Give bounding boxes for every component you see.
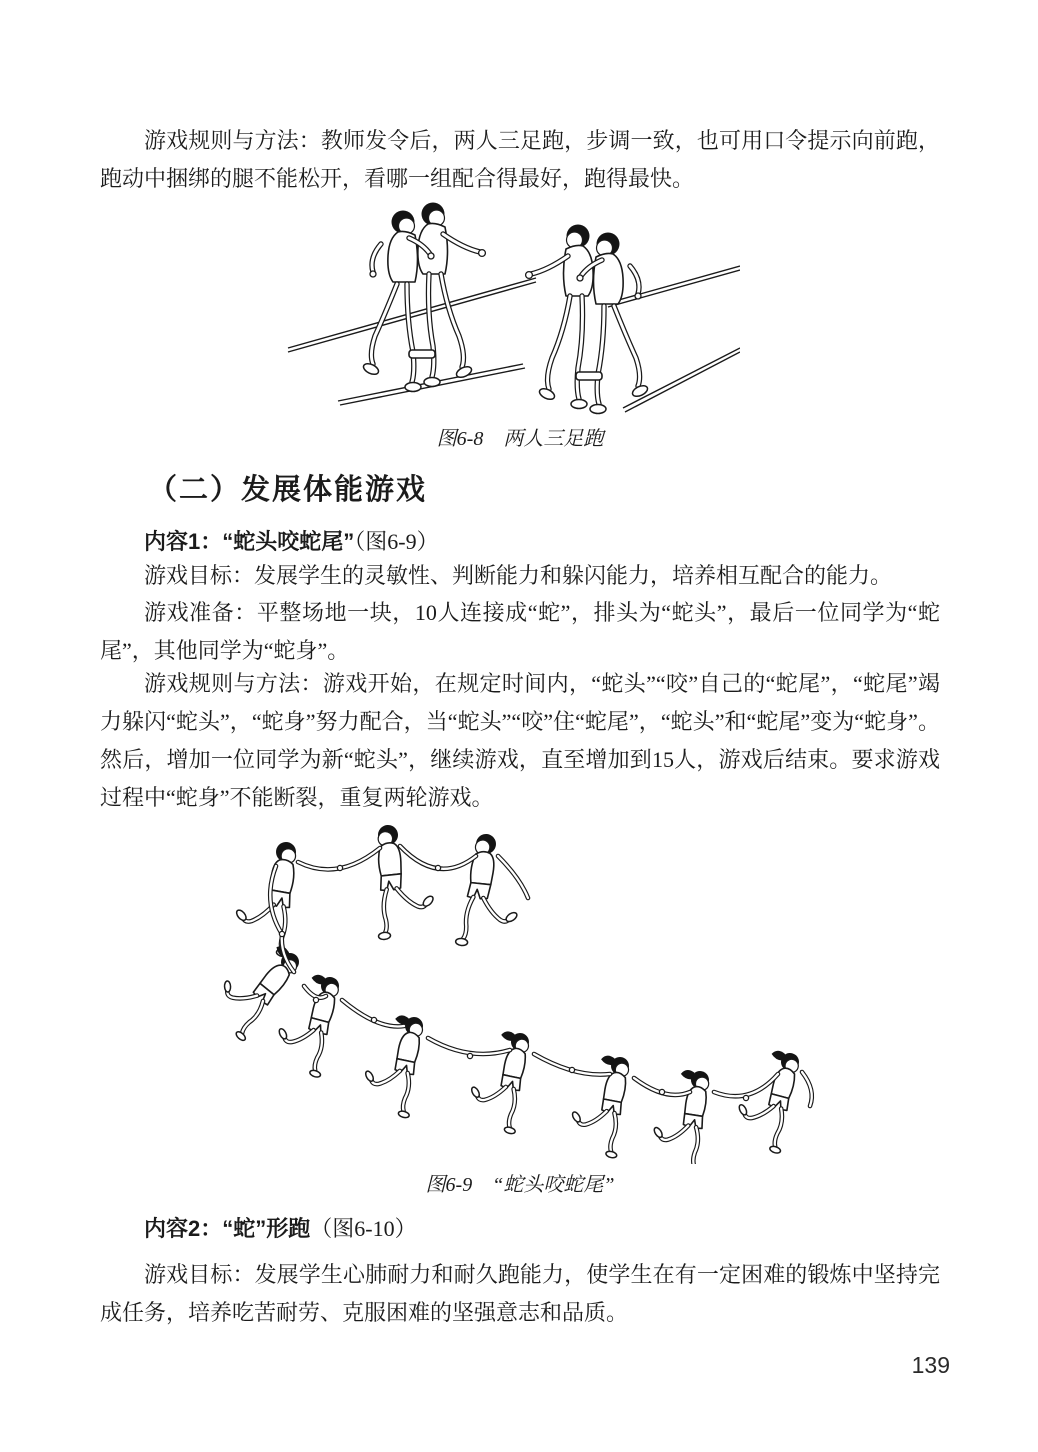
content1-rules: 游戏规则与方法：游戏开始，在规定时间内，“蛇头”“咬”自己的“蛇尾”，“蛇尾”竭力躲闪“蛇头”，“蛇身”努力配合，当“蛇头”“咬”住“蛇尾”，“蛇头”和“蛇尾”变为“蛇身”。然后，增加一位同学为新“蛇头”，继续游戏，直至增加到15人，游戏后结束。要求游戏过程中“蛇身”不能断裂，重复两轮游戏。 <box>100 671 940 810</box>
content2-figref: （图6-10） <box>310 1216 417 1241</box>
content2-title: 内容2：“蛇”形跑 <box>144 1216 311 1241</box>
snake-chain-children <box>202 821 810 1164</box>
track-lines <box>288 266 740 412</box>
linked-arms <box>270 846 812 1106</box>
content1-goal: 游戏目标：发展学生的灵敏性、判断能力和躲闪能力，培养相互配合的能力。 <box>144 563 893 588</box>
page-number: 139 <box>911 1352 950 1378</box>
content2-heading <box>100 1214 940 1244</box>
content1-figref: （图6-9） <box>354 529 439 554</box>
paragraph-three-legged-rules: 游戏规则与方法：教师发令后，两人三足跑，步调一致，也可用口令提示向前跑，跑动中捆绑的腿不能松开，看哪一组配合得最好，跑得最快。 <box>100 128 940 191</box>
content2-goal: 游戏目标：发展学生心肺耐力和耐久跑能力，使学生在有一定困难的锻炼中坚持完成任务，培养吃苦耐劳、克服困难的坚强意志和品质。 <box>100 1262 940 1325</box>
snake-chain-drawing <box>198 816 860 1164</box>
runner-pair-right <box>526 225 650 414</box>
three-legged-race-drawing <box>278 198 740 416</box>
content1-prep: 游戏准备：平整场地一块，10人连接成“蛇”，排头为“蛇头”，最后一位同学为“蛇尾”，其他同学为“蛇身”。 <box>100 600 940 663</box>
figure-6-8-illustration <box>278 198 740 416</box>
figure-6-9-caption: 图6-9 “蛇头咬蛇尾” <box>425 1174 615 1196</box>
figure-6-9-illustration <box>198 816 860 1164</box>
content1-title: 内容1：“蛇头咬蛇尾” <box>144 529 355 554</box>
content1-heading <box>100 527 940 557</box>
figure-6-8-caption: 图6-8 两人三足跑 <box>436 428 604 450</box>
section-heading: （二）发展体能游戏 <box>148 474 428 506</box>
